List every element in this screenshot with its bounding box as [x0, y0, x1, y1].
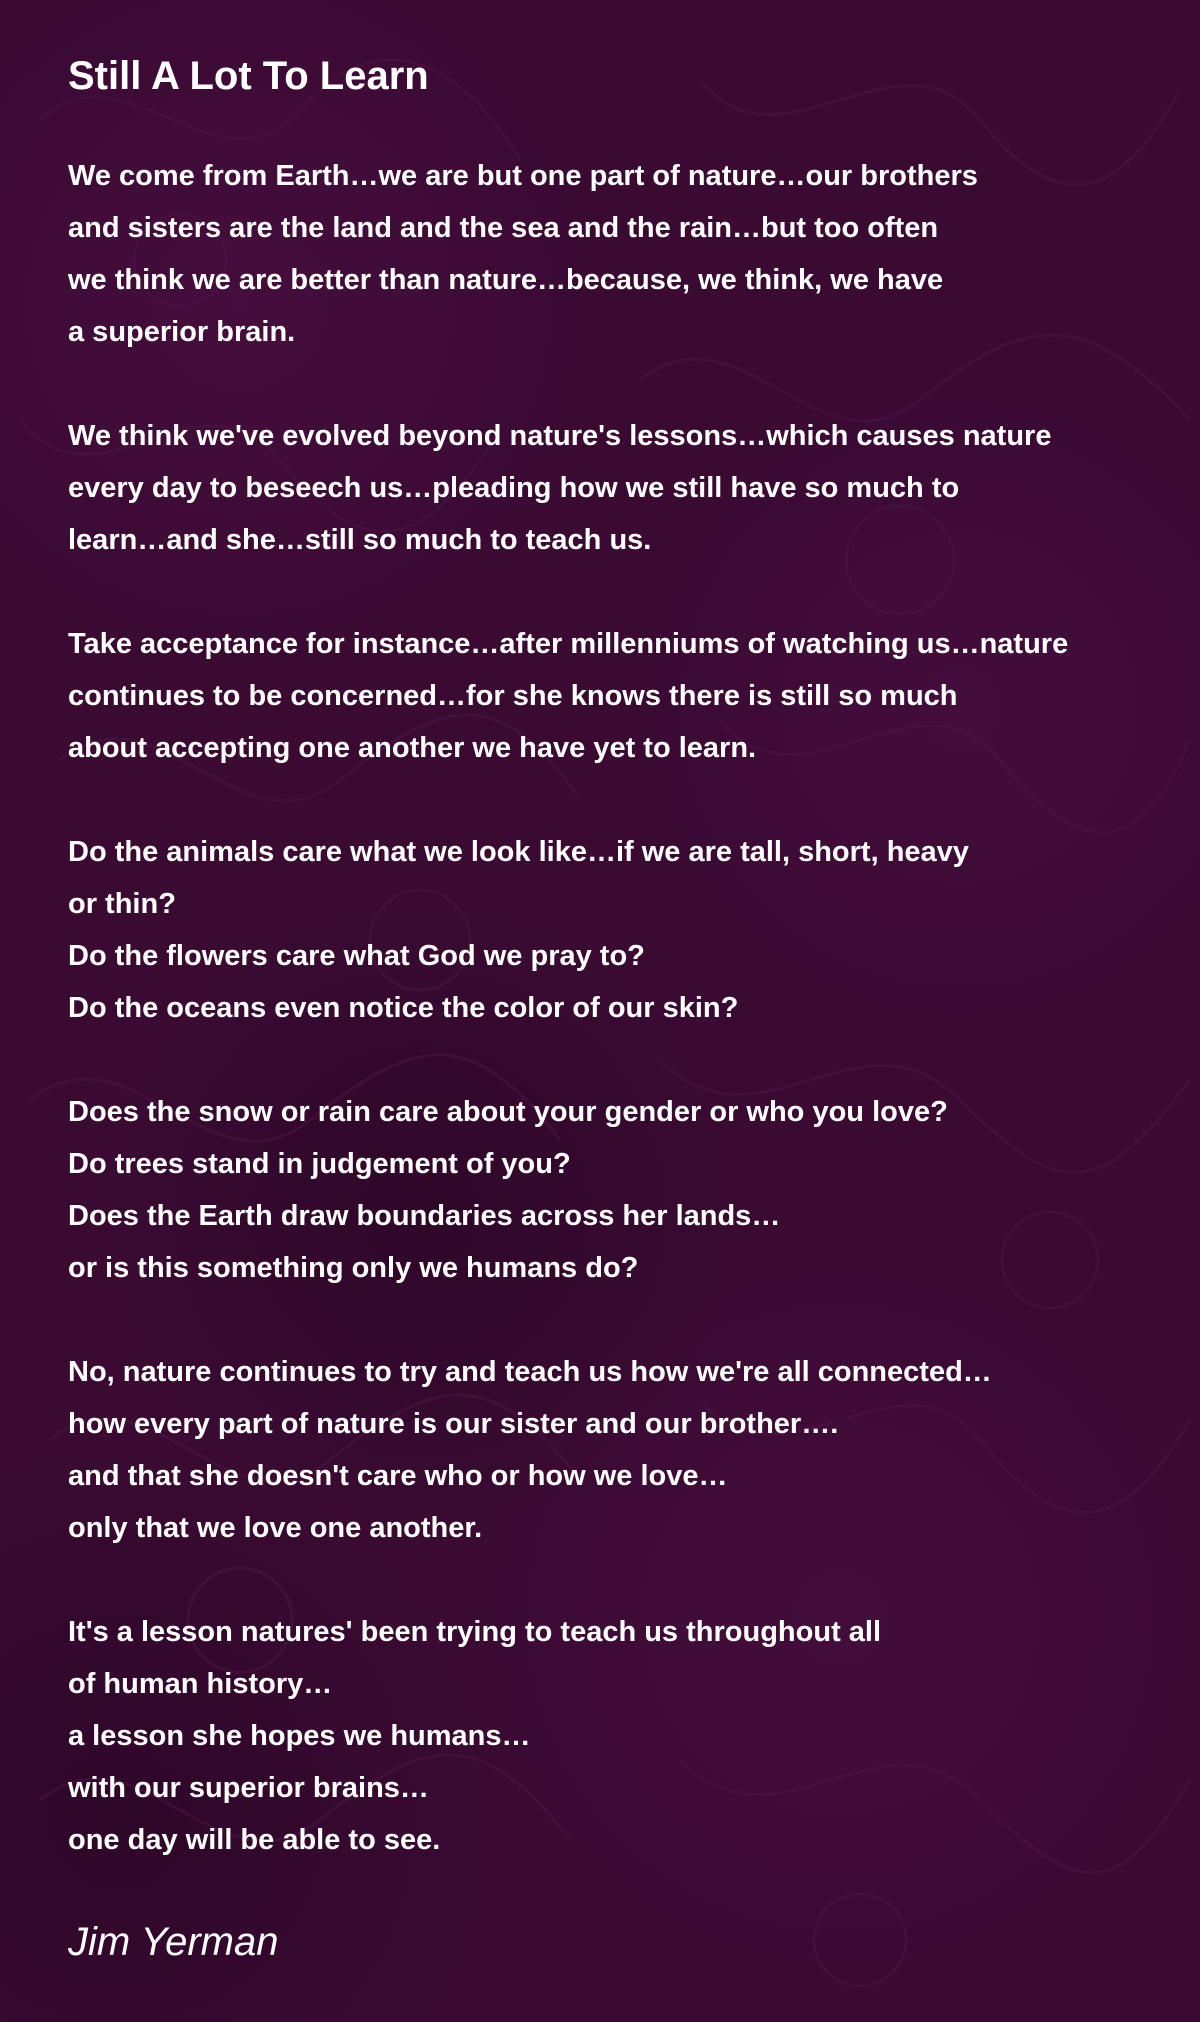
poem-line: Do the flowers care what God we pray to? [68, 940, 645, 972]
poem-line: It's a lesson natures' been trying to teach us throughout all [68, 1616, 882, 1648]
stanza-1 [68, 150, 1200, 358]
poem-line: and sisters are the land and the sea and the rain…but too often [68, 212, 939, 244]
poem-title: Still A Lot To Learn [68, 54, 429, 98]
poem-line: a superior brain. [68, 316, 296, 348]
stanza-2 [68, 410, 1200, 566]
stanza-5 [68, 1086, 1200, 1294]
poem-line: every day to beseech us…pleading how we still have so much to [68, 472, 960, 504]
poem-line: Do the animals care what we look like…if we are tall, short, heavy [68, 836, 969, 868]
poem-line: continues to be concerned…for she knows there is still so much [68, 680, 958, 712]
poem-line: Do trees stand in judgement of you? [68, 1148, 571, 1180]
poem-line: Do the oceans even notice the color of our skin? [68, 992, 739, 1024]
poem-line: learn…and she…still so much to teach us. [68, 524, 652, 556]
poem-line: about accepting one another we have yet to learn. [68, 732, 757, 764]
poem-line: Does the snow or rain care about your gender or who you love? [68, 1096, 948, 1128]
poem-body [68, 150, 1200, 1866]
stanza-6 [68, 1346, 1200, 1554]
poem-line: only that we love one another. [68, 1512, 483, 1544]
poem-line: we think we are better than nature…because, we think, we have [68, 264, 944, 296]
stanza-7 [68, 1606, 1200, 1866]
poem-line: and that she doesn't care who or how we love… [68, 1460, 728, 1492]
poem-author: Jim Yerman [68, 1920, 279, 1964]
poem-line: or thin? [68, 888, 176, 920]
poem-line: one day will be able to see. [68, 1824, 441, 1856]
poem-line: We think we've evolved beyond nature's lessons…which causes nature [68, 420, 1052, 452]
poem-line: of human history… [68, 1668, 333, 1700]
poem-line: Does the Earth draw boundaries across her lands… [68, 1200, 781, 1232]
poem-line: how every part of nature is our sister and our brother…. [68, 1408, 839, 1440]
stanza-4 [68, 826, 1200, 1034]
poem-line: a lesson she hopes we humans… [68, 1720, 531, 1752]
poem-line: Take acceptance for instance…after millenniums of watching us…nature [68, 628, 1069, 660]
poem-line: No, nature continues to try and teach us how we're all connected… [68, 1356, 992, 1388]
stanza-3 [68, 618, 1200, 774]
poem-line: We come from Earth…we are but one part of nature…our brothers [68, 160, 978, 192]
poem-line: or is this something only we humans do? [68, 1252, 639, 1284]
poem-line: with our superior brains… [68, 1772, 429, 1804]
